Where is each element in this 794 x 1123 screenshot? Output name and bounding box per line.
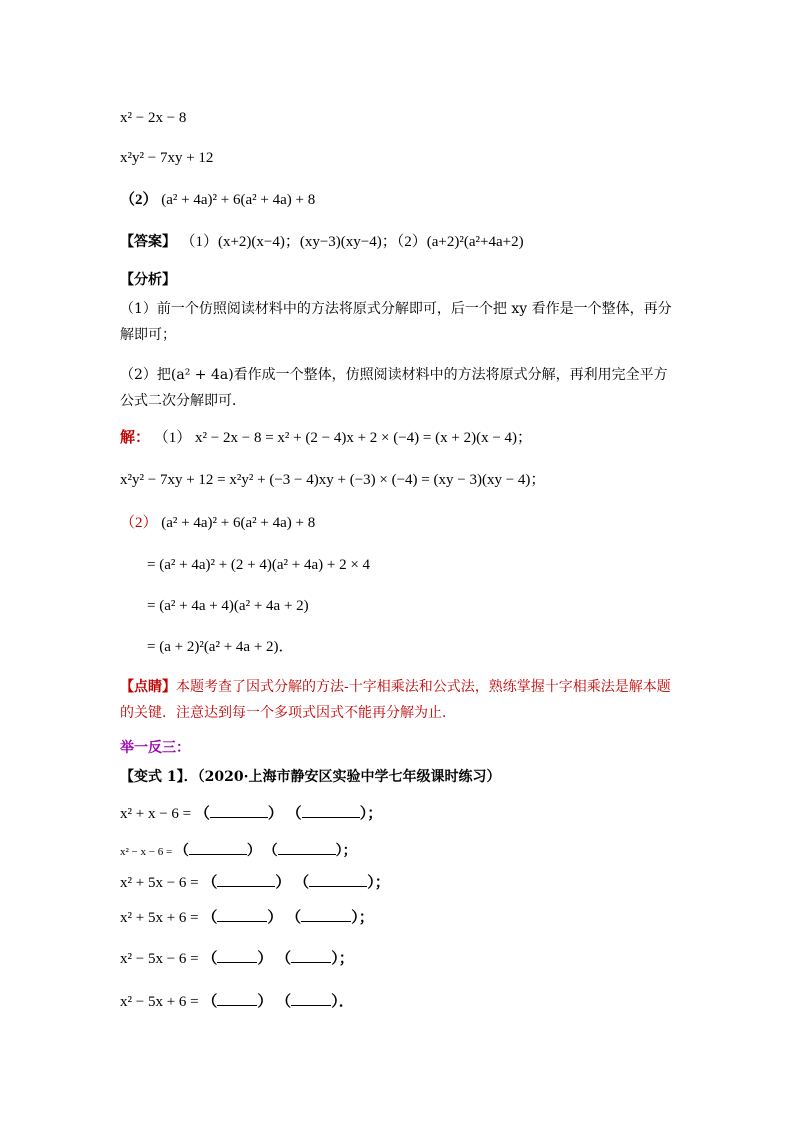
answer-blank[interactable] (217, 950, 257, 963)
paren-close: ） (335, 844, 343, 859)
answer-label: 【答案】 (120, 234, 176, 250)
paren-open: （ (263, 844, 278, 859)
answer-blank[interactable] (278, 842, 336, 855)
paren-close: ） (359, 806, 368, 822)
answer-blank[interactable] (210, 805, 268, 818)
analysis-paragraph-2: （2）把(a² + 4a)看作成一个整体，仿照阅读材料中的方法将原式分解，再利用完全平方公式二次分解即可． (120, 367, 668, 409)
paren-close: ） (367, 875, 375, 891)
paren-close: ） (267, 910, 283, 926)
solution-step-3: (a² + 4a)² + 6(a² + 4a) + 8 (161, 515, 316, 531)
exercise-expression: x² − x − 6 = (120, 846, 173, 858)
paren-open: （ (174, 844, 189, 859)
solution-line-3 (120, 513, 315, 533)
exercise-expression: x² + 5x − 6 = (120, 875, 199, 891)
answer-blank[interactable] (302, 805, 360, 818)
problem-expression-1: x² − 2x − 8 (120, 110, 187, 126)
paren-open: （ (202, 994, 218, 1010)
paren-open: （ (194, 806, 210, 822)
solution-line-4: = (a² + 4a)² + (2 + 4)(a² + 4a) + 2 × 4 (147, 557, 371, 573)
part-2-label: （2） (120, 192, 158, 208)
problem-expression-3: (a² + 4a)² + 6(a² + 4a) + 8 (161, 192, 316, 208)
answer-blank[interactable] (217, 909, 267, 922)
answer-blank[interactable] (217, 993, 257, 1006)
answer-blank[interactable] (291, 993, 331, 1006)
row-end-punct: ； (358, 910, 374, 926)
solution-line-1 (120, 428, 532, 448)
variant-heading (120, 767, 500, 787)
variant-label: 【变式 1】． (120, 769, 198, 785)
paren-open: （ (294, 875, 310, 891)
exercise-expression: x² − 5x + 6 = (120, 994, 199, 1010)
variant-source: （2020·上海市静安区实验中学七年级课时练习） (197, 769, 501, 785)
answer-blank[interactable] (291, 950, 331, 963)
analysis-paragraph-1: （1）前一个仿照阅读材料中的方法将原式分解即可，后一个把 xy 看作是一个整体，再分解即可； (120, 301, 672, 343)
row-end-punct: ； (374, 875, 390, 891)
exercise-row-2 (120, 842, 357, 862)
comment-text: 本题考查了因式分解的方法-十字相乘法和公式法，熟练掌握十字相乘法是解本题的关键．注意达到每一个多项式因式不能再分解为止． (120, 679, 671, 721)
row-end-punct: ； (342, 844, 357, 859)
paren-close: ） (351, 910, 359, 926)
solution-line-6: = (a + 2)²(a² + 4a + 2)． (147, 639, 294, 655)
exercise-row-3 (120, 873, 390, 893)
paren-close: ） (257, 951, 273, 967)
solution-line-5: = (a² + 4a + 4)(a² + 4a + 2) (147, 598, 309, 614)
answer-text: （1）(x+2)(x−4)；(xy−3)(xy−4)；（2）(a+2)²(a²+4a+2) (180, 234, 524, 250)
paren-close: ） (267, 806, 283, 822)
paren-open: （ (286, 910, 302, 926)
solution-part-1-label: （1） (153, 430, 192, 446)
paren-open: （ (202, 910, 218, 926)
exercise-row-1 (120, 804, 382, 824)
analysis-label: 【分析】 (120, 272, 176, 288)
answer-blank[interactable] (189, 842, 247, 855)
exercise-expression: x² + 5x + 6 = (120, 910, 199, 926)
exercise-row-5 (120, 949, 354, 969)
exercise-expression: x² − 5x − 6 = (120, 951, 199, 967)
exercise-row-6 (120, 992, 354, 1012)
solution-step-1: x² − 2x − 8 = x² + (2 − 4)x + 2 × (−4) = (x + 2)(x − 4)； (195, 430, 533, 446)
solution-label: 解： (120, 430, 151, 446)
comment-paragraph (120, 674, 680, 726)
paren-close: ） (257, 994, 273, 1010)
answer-blank[interactable] (301, 909, 351, 922)
solution-line-2: x²y² − 7xy + 12 = x²y² + (−3 − 4)xy + (−3) × (−4) = (xy − 3)(xy − 4)； (120, 472, 546, 488)
exercise-row-4 (120, 908, 374, 928)
paren-close: ） (331, 951, 339, 967)
paren-open: （ (276, 994, 292, 1010)
paren-open: （ (202, 951, 218, 967)
row-end-punct: ； (367, 806, 383, 822)
comment-label: 【点睛】 (120, 679, 176, 695)
paren-close: ） (275, 875, 291, 891)
problem-expression-2: x²y² − 7xy + 12 (120, 150, 214, 166)
paren-open: （ (286, 806, 302, 822)
row-end-punct: ． (338, 994, 354, 1010)
paren-open: （ (202, 875, 218, 891)
paren-open: （ (276, 951, 292, 967)
exercise-expression: x² + x − 6 = (120, 806, 192, 822)
section-title: 举一反三： (120, 740, 190, 756)
answer-blank[interactable] (309, 874, 367, 887)
paren-close: ） (246, 844, 261, 859)
paren-close: ） (331, 994, 339, 1010)
row-end-punct: ； (338, 951, 354, 967)
answer-blank[interactable] (217, 874, 275, 887)
problem-part-2 (120, 190, 315, 210)
answer-line (120, 232, 524, 252)
solution-part-2-label: （2） (120, 515, 158, 531)
